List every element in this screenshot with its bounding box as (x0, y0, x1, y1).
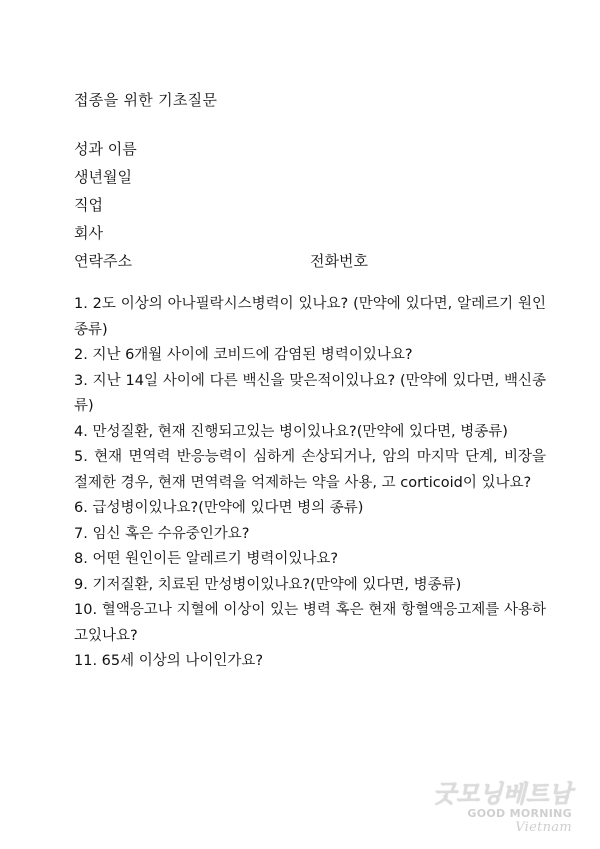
field-birthdate: 생년월일 (74, 168, 132, 186)
watermark-logo (412, 779, 572, 835)
field-phone: 전화번호 (310, 252, 368, 270)
question-item: 8. 어떤 원인이든 알레르기 병력이있나요? (74, 551, 339, 567)
watermark-korean: 굿모닝베트남 (432, 779, 572, 808)
question-item: 10. 혈액응고나 지혈에 이상이 있는 병력 혹은 현재 항혈액응고제를 사용하고있나요? (74, 602, 546, 644)
field-contact-row (74, 248, 544, 276)
field-address: 연락주소 (74, 252, 132, 270)
watermark-english-script: Vietnam (515, 820, 572, 835)
question-item: 9. 기저질환, 치료된 만성병이있나요?(만약에 있다면, 병종류) (74, 576, 462, 593)
question-item: 4. 만성질환, 현재 진행되고있는 병이있나요?(만약에 있다면, 병종류) (74, 423, 508, 440)
watermark-english (412, 807, 572, 835)
question-item: 3. 지난 14일 사이에 다른 백신을 맞은적이있나요? (만약에 있다면, 백신종류) (74, 372, 546, 414)
page-title: 접종을 위한 기초질문 (74, 91, 218, 109)
field-occupation: 직업 (74, 196, 103, 214)
question-item: 7. 임신 혹은 수유중인가요? (74, 525, 250, 542)
field-company: 회사 (74, 224, 103, 242)
question-list (74, 292, 546, 675)
question-item: 1. 2도 이상의 아나필락시스병력이 있나요? (만약에 있다면, 알레르기 원인종류) (74, 296, 546, 338)
question-item: 6. 급성병이있나요?(만약에 있다면 병의 종류) (74, 500, 364, 516)
field-name: 성과 이름 (74, 140, 137, 158)
question-item: 11. 65세 이상의 나이인가요? (74, 653, 264, 669)
watermark-english-bold: GOOD MORNING (467, 807, 572, 820)
info-fields (74, 136, 544, 276)
question-item: 2. 지난 6개월 사이에 코비드에 감염된 병력이있나요? (74, 347, 413, 363)
question-item: 5. 현재 면역력 반응능력이 심하게 손상되거나, 암의 마지막 단계, 비장을 절제한 경우, 현재 면역력을 억제하는 약을 사용, 고 corticoid이 있나요? (74, 449, 546, 491)
